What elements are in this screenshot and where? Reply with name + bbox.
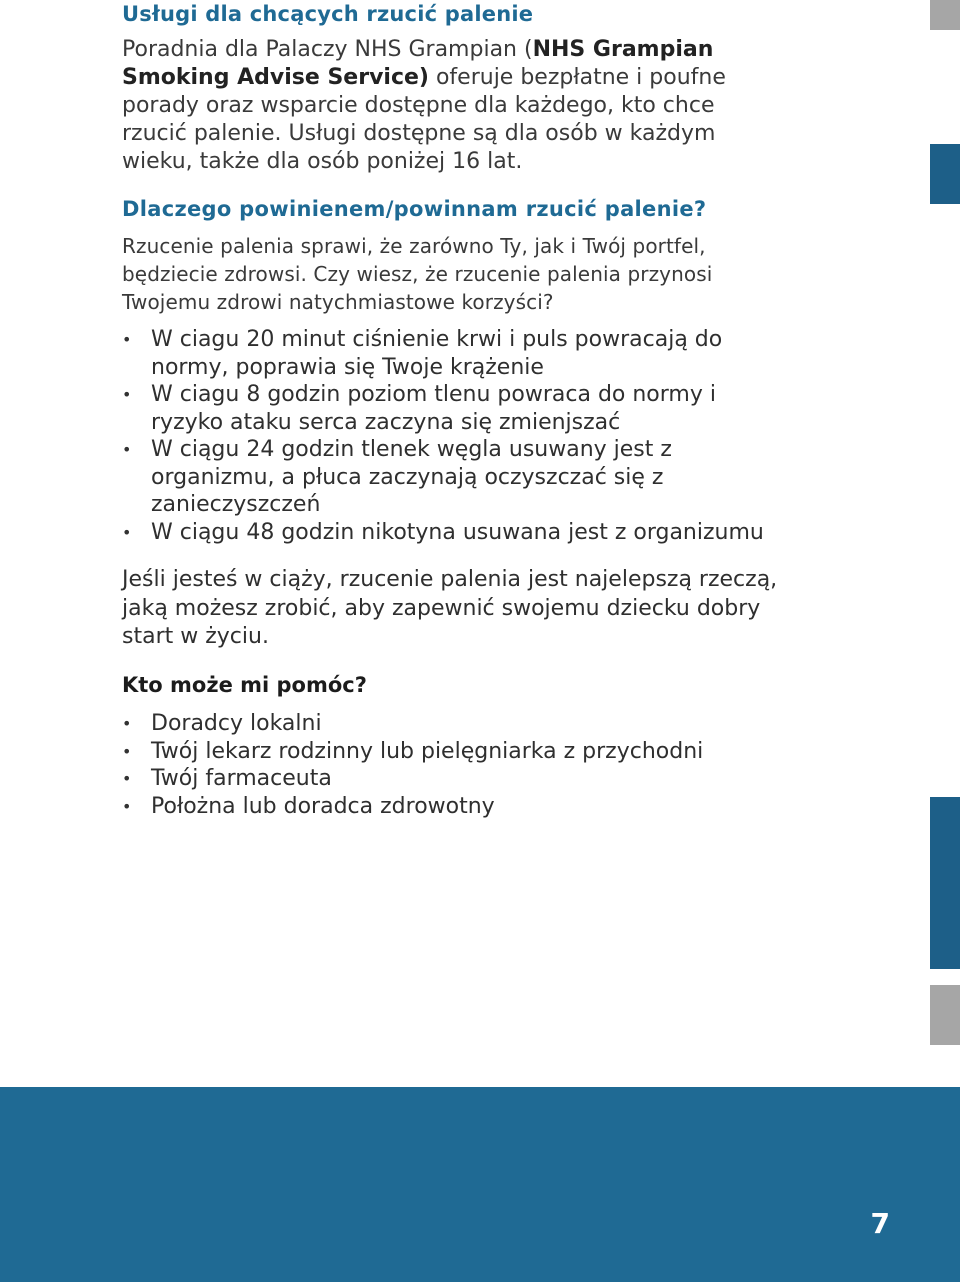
service-name: NHS Grampian Smoking Advise Service) — [122, 37, 714, 90]
list-item-text: W ciagu 8 godzin poziom tlenu powraca do normy i ryzyko ataku serca zaczyna się zmienjszać — [151, 382, 716, 435]
page-number: 7 — [870, 1207, 890, 1240]
section-tab-marker — [930, 144, 960, 204]
bullet-icon: • — [122, 769, 132, 788]
helpers-list — [122, 710, 782, 820]
benefits-list — [122, 326, 782, 546]
list-item-text: W ciągu 48 godzin nikotyna usuwana jest z organizumu — [151, 519, 764, 545]
list-item — [122, 765, 782, 793]
list-item — [122, 793, 782, 821]
list-item-text: Doradcy lokalni — [151, 711, 322, 736]
footer-band — [0, 1087, 960, 1282]
list-item — [122, 381, 782, 436]
list-item-text: W ciagu 20 minut ciśnienie krwi i puls powracają do normy, poprawia się Twoje krążenie — [151, 327, 723, 380]
who-can-help-heading: Kto może mi pomóc? — [122, 673, 367, 697]
section-tab-marker — [930, 797, 960, 969]
intro-text-end: oferuje bezpłatne i poufne porady oraz wsparcie dostępne dla każdego, kto chce rzucić palenie. Usługi dostępne są dla osób w każdym wieku, także dla osób poniżej 16 lat. — [122, 65, 726, 174]
intro-text-start: Poradnia dla Palaczy NHS Grampian ( — [122, 37, 533, 62]
why-quit-heading: Dlaczego powinienem/powinnam rzucić palenie? — [122, 197, 707, 221]
bullet-icon: • — [122, 522, 132, 542]
list-item-text: Twój lekarz rodzinny lub pielęgniarka z przychodni — [151, 738, 704, 764]
list-item-text: Położna lub doradca zdrowotny — [151, 793, 495, 819]
bullet-icon: • — [122, 330, 132, 349]
pregnancy-paragraph: Jeśli jesteś w ciąży, rzucenie palenia jest najelepszą rzeczą, jaką możesz zrobić, aby zapewnić swojemu dziecku dobry start w życiu. — [122, 567, 778, 649]
section-title: Usługi dla chcących rzucić palenie — [122, 2, 534, 26]
bullet-icon: • — [122, 385, 132, 404]
list-item-text: W ciągu 24 godzin tlenek węgla usuwany jest z organizmu, a płuca zaczynają oczyszczać się z zanieczyszczeń — [151, 437, 672, 517]
section-tab-marker — [930, 985, 960, 1045]
why-quit-body: Rzucenie palenia sprawi, że zarówno Ty, jak i Twój portfel, będziecie zdrowsi. Czy wiesz, że rzucenie palenia przynosi Twojemu zdrowi natychmiastowe korzyści? — [122, 234, 713, 314]
list-item — [122, 326, 782, 381]
intro-paragraph — [122, 36, 762, 176]
bullet-icon: • — [122, 714, 132, 733]
bullet-icon: • — [122, 741, 132, 761]
list-item — [122, 519, 782, 547]
list-item-text: Twój farmaceuta — [151, 766, 332, 791]
bullet-icon: • — [122, 440, 132, 459]
list-item — [122, 710, 782, 738]
list-item — [122, 738, 782, 766]
bullet-icon: • — [122, 796, 132, 816]
section-tab-marker — [930, 0, 960, 30]
list-item — [122, 436, 782, 519]
